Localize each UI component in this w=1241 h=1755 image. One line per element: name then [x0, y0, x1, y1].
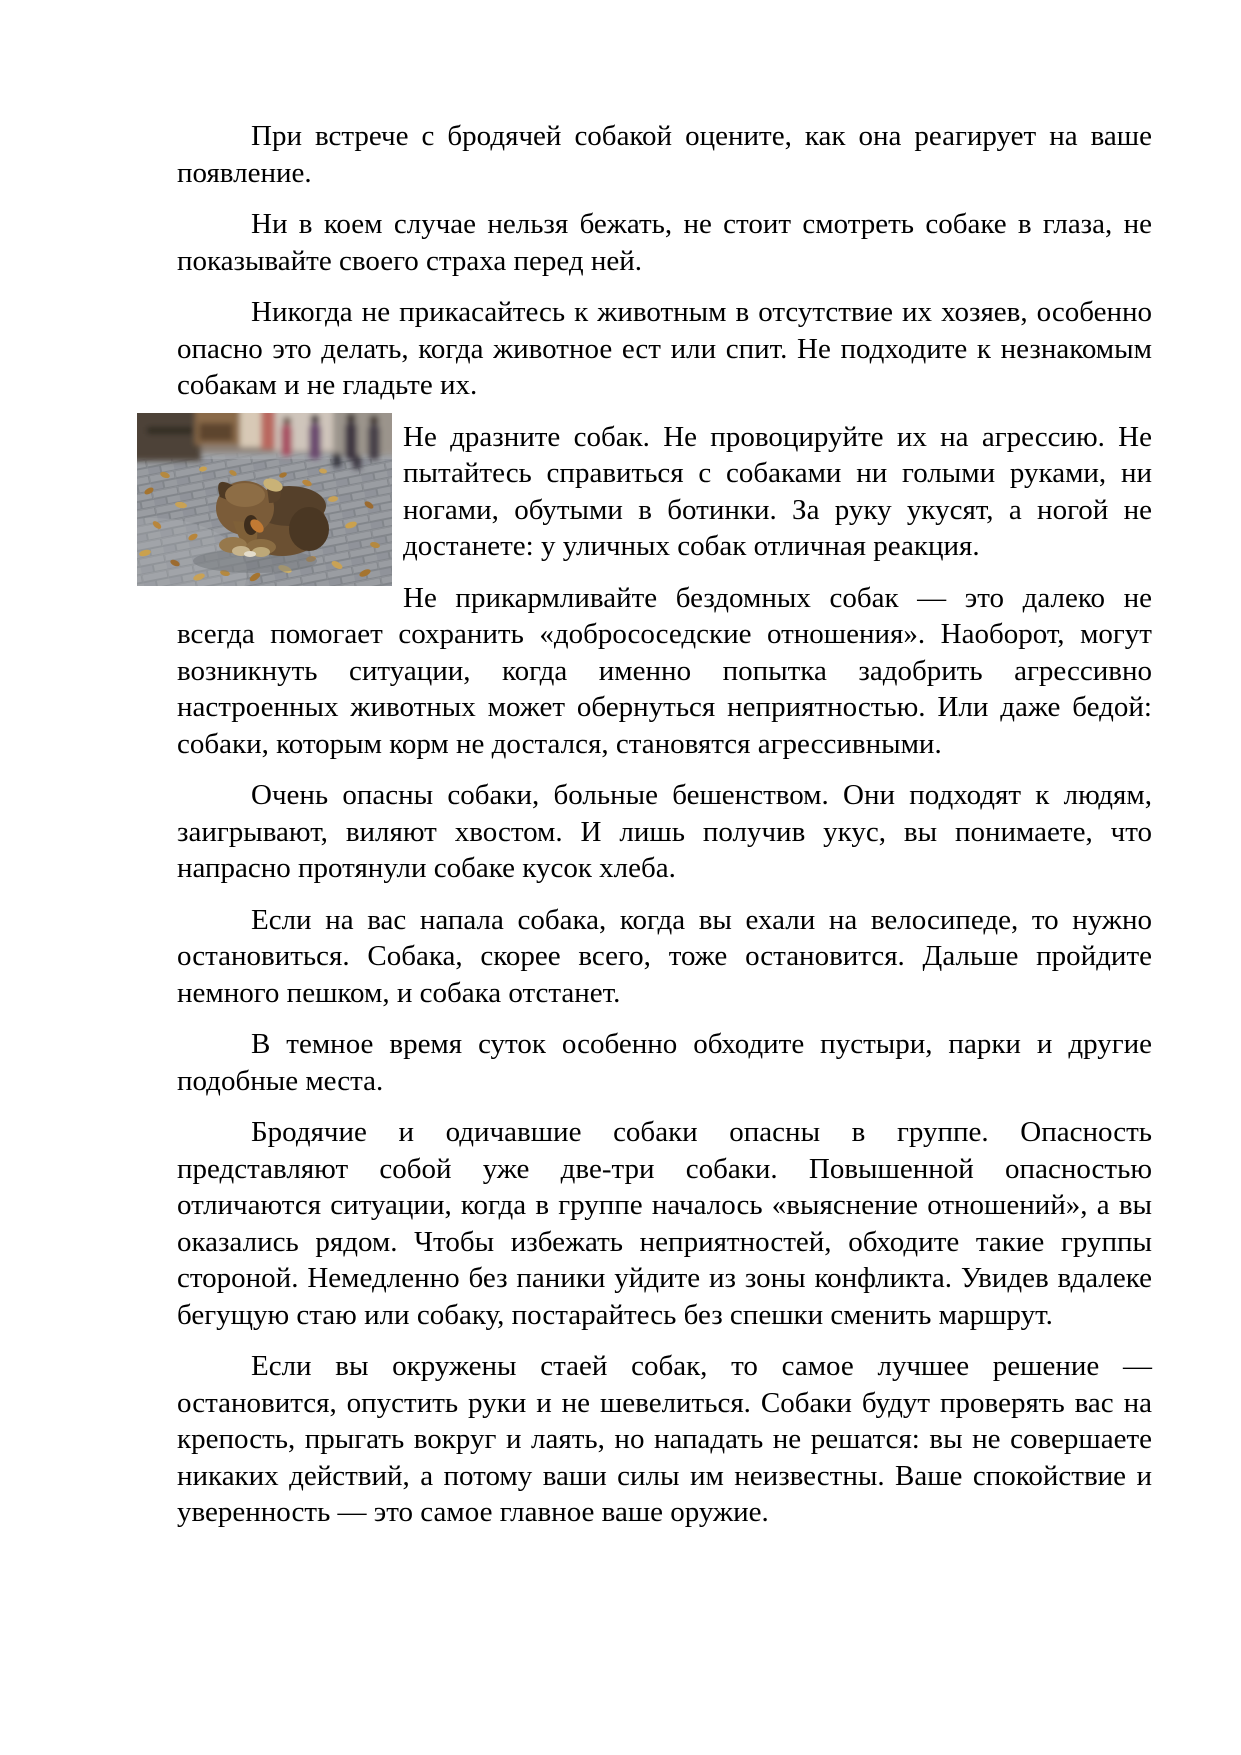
- paragraph-1: При встрече с бродячей собакой оцените, как она реагирует на ваше появление.: [177, 120, 1152, 189]
- paragraph-10: Если вы окружены стаей собак, то самое лучшее решение — остановится, опустить руки и не шевелиться. Собаки будут проверять вас на крепость, прыгать вокруг и лаять, но нападать не решатся: вы не совершаете никаких действий, а потому ваши силы им неизвестны. Ваше спокойствие и уверенность — это самое главное ваше оружие.: [177, 1350, 1152, 1528]
- stray-dog-illustration: [137, 413, 392, 586]
- paragraph-3: Никогда не прикасайтесь к животным в отсутствие их хозяев, особенно опасно это делать, когда животное ест или спит. Не подходите к незнакомым собакам и не гладьте их.: [177, 296, 1152, 401]
- paragraph-6: Очень опасны собаки, больные бешенством. Они подходят к людям, заигрывают, виляют хвостом. И лишь получив укус, вы понимаете, что напрасно протянули собаке кусок хлеба.: [177, 779, 1152, 884]
- paragraph-5: Не прикармливайте бездомных собак — это далеко не всегда помогает сохранить «добрососедские отношения». Наоборот, могут возникнуть ситуации, когда именно попытка задобрить агрессивно настроенных животных может обернуться неприятностью. Или даже бедой: собаки, которым корм не достался, становятся агрессивными.: [177, 581, 1152, 760]
- stray-dog-photo: [137, 413, 392, 586]
- paragraph-8: В темное время суток особенно обходите пустыри, парки и другие подобные места.: [177, 1028, 1152, 1097]
- paragraph-4: Не дразните собак. Не провоцируйте их на агрессию. Не пытайтесь справиться с собаками ни голыми руками, ни ногами, обутыми в ботинки. За руку укусят, а ногой не достанете: у уличных собак отличная реакция.: [403, 420, 1152, 562]
- document-body: [177, 118, 1152, 1546]
- paragraph-9: Бродячие и одичавшие собаки опасны в группе. Опасность представляют собой уже две-три собаки. Повышенной опасностью отличаются ситуации, когда в группе началось «выяснение отношений», а вы оказались рядом. Чтобы избежать неприятностей, обходите такие группы стороной. Немедленно без паники уйдите из зоны конфликта. Увидев вдалеке бегущую стаю или собаку, постарайтесь без спешки сменить маршрут.: [177, 1116, 1152, 1331]
- paragraph-7: Если на вас напала собака, когда вы ехали на велосипеде, то нужно остановиться. Собака, скорее всего, тоже остановится. Дальше пройдите немного пешком, и собака отстанет.: [177, 903, 1152, 1009]
- paragraph-2: Ни в коем случае нельзя бежать, не стоит смотреть собаке в глаза, не показывайте своего страха перед ней.: [177, 208, 1152, 277]
